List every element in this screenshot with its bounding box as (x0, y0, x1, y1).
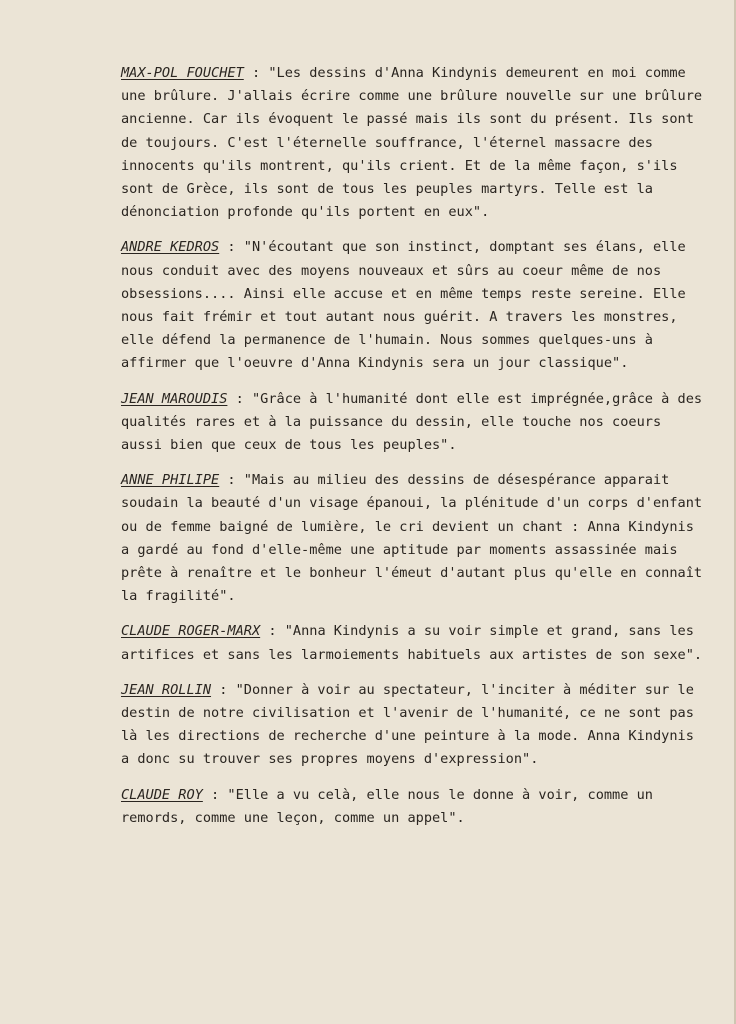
quote-text: "N'écoutant que son instinct, domptant ses élans, elle nous conduit avec des moyens nouveaux et sûrs au coeur même de nos obsessions.... Ainsi elle accuse et en même temps reste sereine. Elle nous fait frémir et tout autant nous guérit. A travers les monstres, elle défend la permanence de l'humain. Nous sommes quelques-uns à affirmer que l'oeuvre d'Anna Kindynis sera un jour classique". (121, 239, 686, 372)
quote-list (121, 62, 706, 842)
quote-paragraph (121, 388, 706, 458)
quote-text: "Anna Kindynis a su voir simple et grand, sans les artifices et sans les larmoiements habituels aux artistes de son sexe". (121, 623, 703, 663)
quote-text: "Les dessins d'Anna Kindynis demeurent en moi comme une brûlure. J'allais écrire comme une brûlure nouvelle sur une brûlure ancienne. Car ils évoquent le passé mais ils sont du présent. Ils sont de toujours. C'est l'éternelle souffrance, l'éternel massacre des innocents qu'ils montrent, qu'ils crient. Et de la même façon, s'ils sont de Grèce, ils sont de tous les peuples martyrs. Telle est la dénonciation profonde qu'ils portent en eux". (121, 65, 703, 221)
quote-author: MAX-POL FOUCHET (121, 65, 244, 81)
quote-author: JEAN ROLLIN (121, 681, 212, 698)
quote-paragraph (121, 620, 706, 666)
quote-separator: : (227, 390, 252, 407)
quote-separator: : (211, 681, 236, 698)
quote-separator: : (219, 472, 244, 489)
quote-separator: : (219, 239, 244, 256)
quote-paragraph (121, 236, 706, 375)
quote-paragraph (121, 784, 706, 830)
quote-paragraph (121, 469, 706, 608)
quote-text: "Mais au milieu des dessins de désespérance apparait soudain la beauté d'un visage épanoui, la plénitude d'un corps d'enfant ou de femme baigné de lumière, le cri devient un chant : Anna Kindynis a gardé au fond d'elle-même une aptitude par moments assassinée mais prête à renaître et le bonheur l'émeut d'autant plus qu'elle en connaît la fragilité". (121, 472, 703, 605)
quote-paragraph (121, 679, 706, 772)
quote-author: CLAUDE ROY (121, 786, 203, 803)
quote-text: "Donner à voir au spectateur, l'inciter à méditer sur le destin de notre civilisation et l'avenir de l'humanité, ce ne sont pas là les directions de recherche d'une peinture à la mode. Anna Kindynis a donc su trouver ses propres moyens d'expression". (121, 681, 694, 768)
quote-paragraph (121, 62, 706, 224)
quote-separator: : (243, 65, 269, 81)
quote-text: "Elle a vu celà, elle nous le donne à voir, comme un remords, comme une leçon, comme un appel". (121, 786, 653, 826)
quote-author: CLAUDE ROGER-MARX (121, 623, 261, 640)
quote-author: ANNE PHILIPE (121, 472, 220, 489)
quote-author: ANDRE KEDROS (121, 239, 220, 256)
quote-author: JEAN MAROUDIS (121, 390, 228, 407)
quote-separator: : (260, 623, 285, 640)
quote-text: "Grâce à l'humanité dont elle est imprégnée,grâce à des qualités rares et à la puissance du dessin, elle touche nos coeurs aussi bien que ceux de tous les peuples". (121, 390, 703, 454)
quote-separator: : (202, 786, 228, 803)
